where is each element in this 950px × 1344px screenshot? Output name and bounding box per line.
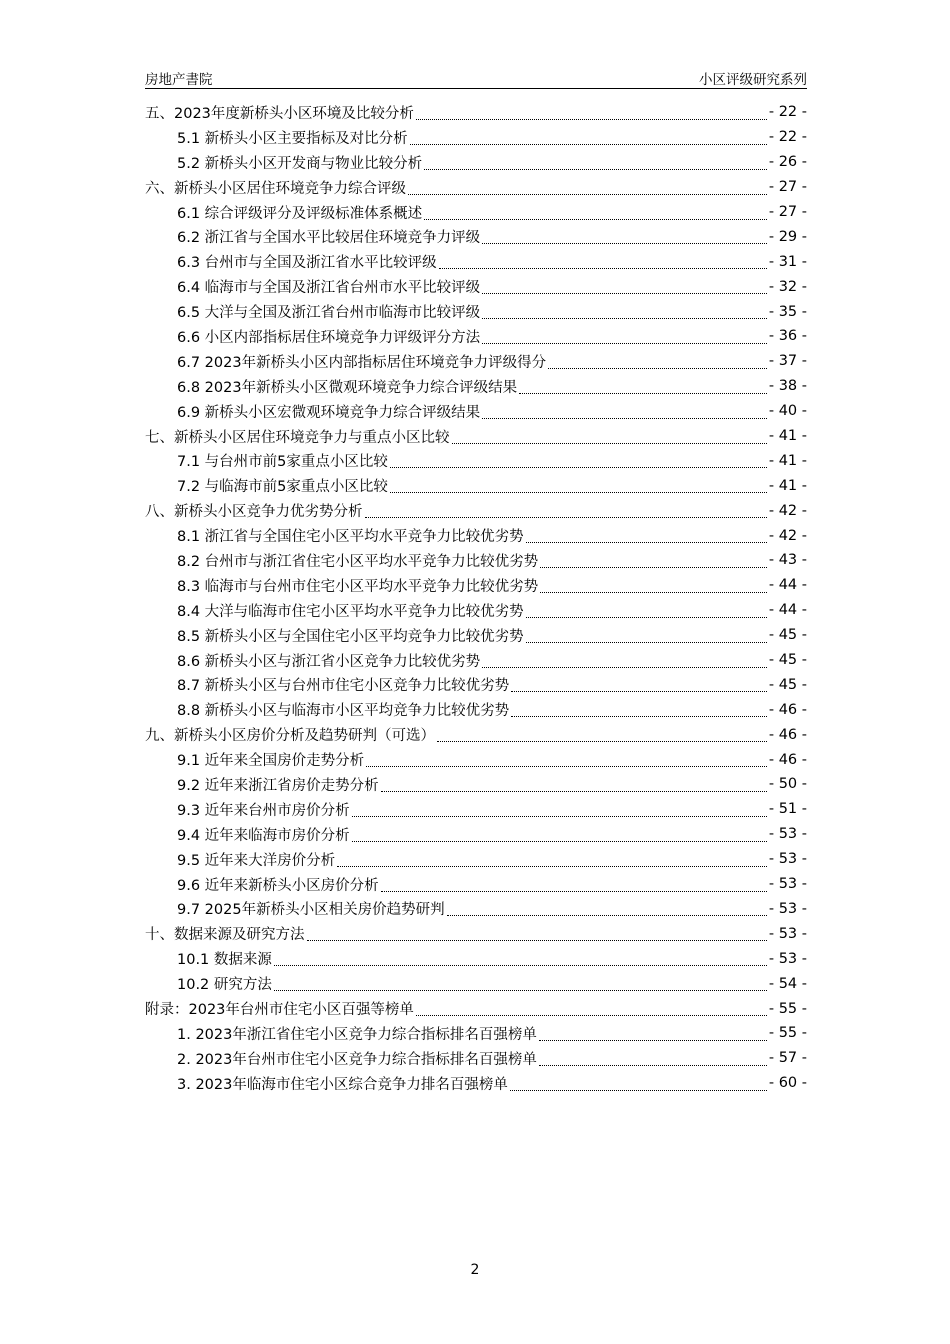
toc-dot-leader [352, 806, 767, 817]
toc-dot-leader [410, 134, 767, 145]
toc-subsection-entry[interactable] [145, 249, 807, 274]
toc-dot-leader [439, 258, 767, 269]
toc-dot-leader [424, 159, 767, 170]
toc-entry-page: - 45 - [768, 652, 807, 669]
toc-dot-leader [540, 582, 767, 593]
toc-subsection-entry[interactable] [145, 1046, 807, 1071]
toc-entry-page: - 45 - [768, 627, 807, 644]
toc-dot-leader [511, 706, 767, 717]
toc-entry-page: - 29 - [768, 228, 807, 245]
toc-entry-page: - 36 - [768, 328, 807, 345]
toc-dot-leader [274, 955, 767, 966]
toc-entry-page: - 60 - [768, 1075, 807, 1092]
toc-subsection-entry[interactable] [145, 772, 807, 797]
toc-entry-title: 6.6 小区内部指标居住环境竞争力评级评分方法 [177, 329, 481, 346]
page-number: 2 [470, 1262, 480, 1278]
toc-entry-page: - 53 - [768, 851, 807, 868]
toc-entry-page: - 46 - [768, 726, 807, 743]
toc-entry-title: 8.2 台州市与浙江省住宅小区平均水平竞争力比较优劣势 [177, 553, 539, 570]
toc-entry-title: 6.8 2023年新桥头小区微观环境竞争力综合评级结果 [177, 379, 518, 396]
toc-subsection-entry[interactable] [145, 224, 807, 249]
toc-entry-page: - 41 - [768, 428, 807, 445]
toc-entry-page: - 22 - [768, 129, 807, 146]
toc-entry-title: 6.2 浙江省与全国水平比较居住环境竞争力评级 [177, 230, 481, 247]
toc-section-entry[interactable] [145, 175, 807, 200]
toc-dot-leader [416, 1005, 767, 1016]
toc-entry-title: 五、2023年度新桥头小区环境及比较分析 [145, 105, 414, 122]
toc-entry-page: - 38 - [768, 378, 807, 395]
toc-entry-title: 8.3 临海市与台州市住宅小区平均水平竞争力比较优劣势 [177, 578, 539, 595]
toc-entry-page: - 46 - [768, 751, 807, 768]
toc-subsection-entry[interactable] [145, 822, 807, 847]
toc-subsection-entry[interactable] [145, 1071, 807, 1096]
toc-entry-page: - 41 - [768, 452, 807, 469]
toc-subsection-entry[interactable] [145, 946, 807, 971]
toc-entry-title: 6.3 台州市与全国及浙江省水平比较评级 [177, 255, 437, 272]
toc-dot-leader [526, 532, 767, 543]
toc-entry-title: 7.2 与临海市前5家重点小区比较 [177, 479, 388, 496]
toc-entry-page: - 37 - [768, 353, 807, 370]
toc-subsection-entry[interactable] [145, 573, 807, 598]
toc-section-entry[interactable] [145, 100, 807, 125]
toc-subsection-entry[interactable] [145, 448, 807, 473]
toc-entry-page: - 31 - [768, 253, 807, 270]
header-series-title: 小区评级研究系列 [699, 72, 807, 88]
toc-subsection-entry[interactable] [145, 349, 807, 374]
toc-dot-leader [307, 930, 767, 941]
toc-entry-title: 9.7 2025年新桥头小区相关房价趋势研判 [177, 902, 445, 919]
toc-subsection-entry[interactable] [145, 747, 807, 772]
toc-section-entry[interactable] [145, 722, 807, 747]
toc-entry-page: - 35 - [768, 303, 807, 320]
toc-entry-page: - 53 - [768, 950, 807, 967]
toc-dot-leader [482, 308, 767, 319]
toc-entry-title: 附录：2023年台州市住宅小区百强等榜单 [145, 1002, 414, 1018]
toc-entry-page: - 44 - [768, 577, 807, 594]
toc-subsection-entry[interactable] [145, 648, 807, 673]
toc-entry-page: - 57 - [768, 1050, 807, 1067]
toc-dot-leader [482, 283, 767, 294]
toc-dot-leader [540, 557, 767, 568]
toc-entry-title: 10.1 数据来源 [177, 952, 272, 969]
toc-dot-leader [390, 457, 767, 468]
toc-entry-title: 9.4 近年来临海市房价分析 [177, 827, 350, 844]
toc-entry-page: - 42 - [768, 527, 807, 544]
toc-dot-leader [408, 184, 767, 195]
toc-entry-title: 七、新桥头小区居住环境竞争力与重点小区比较 [145, 429, 450, 446]
toc-entry-page: - 22 - [768, 104, 807, 121]
toc-subsection-entry[interactable] [145, 374, 807, 399]
toc-subsection-entry[interactable] [145, 897, 807, 922]
toc-entry-page: - 43 - [768, 552, 807, 569]
toc-entry-title: 9.2 近年来浙江省房价走势分析 [177, 777, 379, 794]
toc-entry-title: 9.1 近年来全国房价走势分析 [177, 753, 365, 770]
toc-entry-page: - 45 - [768, 676, 807, 693]
table-of-contents [145, 100, 807, 1096]
toc-dot-leader [511, 681, 767, 692]
toc-entry-page: - 42 - [768, 502, 807, 519]
toc-subsection-entry[interactable] [145, 623, 807, 648]
toc-entry-title: 8.8 新桥头小区与临海市小区平均竞争力比较优劣势 [177, 703, 510, 720]
toc-dot-leader [482, 233, 767, 244]
toc-entry-title: 八、新桥头小区竞争力优劣势分析 [145, 504, 363, 521]
toc-dot-leader [526, 607, 767, 618]
toc-subsection-entry[interactable] [145, 125, 807, 150]
toc-dot-leader [510, 1080, 767, 1091]
toc-entry-title: 5.2 新桥头小区开发商与物业比较分析 [177, 155, 423, 172]
toc-entry-title: 10.2 研究方法 [177, 977, 272, 994]
toc-entry-page: - 27 - [768, 204, 807, 220]
toc-entry-page: - 44 - [768, 602, 807, 619]
toc-dot-leader [539, 1030, 767, 1041]
toc-entry-title: 十、数据来源及研究方法 [145, 927, 305, 944]
toc-dot-leader [519, 383, 767, 394]
toc-entry-page: - 26 - [768, 154, 807, 171]
toc-subsection-entry[interactable] [145, 150, 807, 175]
toc-entry-title: 九、新桥头小区房价分析及趋势研判（可选） [145, 728, 435, 745]
toc-dot-leader [548, 358, 767, 369]
toc-dot-leader [526, 632, 767, 643]
toc-entry-page: - 27 - [768, 179, 807, 196]
toc-entry-page: - 53 - [768, 876, 807, 893]
toc-dot-leader [424, 209, 767, 220]
toc-subsection-entry[interactable] [145, 523, 807, 548]
toc-entry-title: 8.1 浙江省与全国住宅小区平均水平竞争力比较优劣势 [177, 529, 524, 546]
toc-entry-title: 3. 2023年临海市住宅小区综合竞争力排名百强榜单 [177, 1076, 508, 1093]
toc-entry-title: 8.5 新桥头小区与全国住宅小区平均竞争力比较优劣势 [177, 628, 524, 645]
toc-subsection-entry[interactable] [145, 274, 807, 299]
toc-subsection-entry[interactable] [145, 598, 807, 623]
toc-section-entry[interactable] [145, 996, 807, 1021]
toc-section-entry[interactable] [145, 498, 807, 523]
toc-entry-title: 8.6 新桥头小区与浙江省小区竞争力比较优劣势 [177, 653, 481, 670]
toc-entry-title: 8.7 新桥头小区与台州市住宅小区竞争力比较优劣势 [177, 678, 510, 695]
toc-subsection-entry[interactable] [145, 847, 807, 872]
toc-subsection-entry[interactable] [145, 399, 807, 424]
toc-subsection-entry[interactable] [145, 971, 807, 996]
toc-dot-leader [539, 1055, 767, 1066]
toc-dot-leader [365, 507, 767, 518]
toc-dot-leader [337, 856, 767, 867]
toc-entry-title: 9.5 近年来大洋房价分析 [177, 852, 336, 869]
toc-entry-title: 6.7 2023年新桥头小区内部指标居住环境竞争力评级得分 [177, 354, 547, 371]
toc-dot-leader [352, 831, 767, 842]
toc-entry-page: - 32 - [768, 278, 807, 295]
toc-dot-leader [482, 333, 767, 344]
toc-entry-title: 5.1 新桥头小区主要指标及对比分析 [177, 130, 408, 147]
toc-entry-page: - 53 - [768, 925, 807, 942]
toc-entry-title: 六、新桥头小区居住环境竞争力综合评级 [145, 180, 406, 197]
toc-dot-leader [437, 731, 767, 742]
toc-entry-page: - 40 - [768, 403, 807, 420]
toc-dot-leader [447, 905, 767, 916]
header-publisher: 房地产書院 [145, 72, 213, 88]
toc-subsection-entry[interactable] [145, 299, 807, 324]
toc-dot-leader [381, 781, 767, 792]
toc-entry-page: - 55 - [768, 1000, 807, 1017]
toc-subsection-entry[interactable] [145, 473, 807, 498]
toc-entry-title: 9.6 近年来新桥头小区房价分析 [177, 877, 379, 894]
toc-entry-page: - 51 - [768, 801, 807, 818]
toc-dot-leader [390, 482, 767, 493]
toc-entry-title: 8.4 大洋与临海市住宅小区平均水平竞争力比较优劣势 [177, 603, 524, 620]
toc-entry-title: 6.4 临海市与全国及浙江省台州市水平比较评级 [177, 280, 481, 297]
toc-subsection-entry[interactable] [145, 872, 807, 897]
toc-entry-title: 9.3 近年来台州市房价分析 [177, 802, 350, 819]
toc-section-entry[interactable] [145, 424, 807, 449]
toc-dot-leader [381, 881, 767, 892]
toc-entry-title: 7.1 与台州市前5家重点小区比较 [177, 454, 388, 471]
toc-entry-page: - 54 - [768, 975, 807, 992]
toc-dot-leader [452, 433, 767, 444]
page-header [145, 66, 807, 89]
toc-entry-title: 6.1 综合评级评分及评级标准体系概述 [177, 205, 423, 222]
toc-dot-leader [482, 657, 767, 668]
toc-subsection-entry[interactable] [145, 324, 807, 349]
toc-subsection-entry[interactable] [145, 672, 807, 697]
toc-section-entry[interactable] [145, 921, 807, 946]
toc-entry-title: 2. 2023年台州市住宅小区竞争力综合指标排名百强榜单 [177, 1051, 537, 1068]
toc-subsection-entry[interactable] [145, 797, 807, 822]
toc-subsection-entry[interactable] [145, 200, 807, 225]
toc-dot-leader [274, 980, 767, 991]
toc-dot-leader [366, 756, 767, 767]
toc-entry-page: - 55 - [768, 1025, 807, 1042]
toc-dot-leader [482, 408, 767, 419]
toc-entry-title: 6.5 大洋与全国及浙江省台州市临海市比较评级 [177, 305, 481, 322]
toc-subsection-entry[interactable] [145, 697, 807, 722]
toc-entry-page: - 41 - [768, 477, 807, 494]
toc-entry-page: - 50 - [768, 776, 807, 793]
toc-entry-page: - 53 - [768, 826, 807, 843]
toc-subsection-entry[interactable] [145, 548, 807, 573]
toc-entry-title: 6.9 新桥头小区宏微观环境竞争力综合评级结果 [177, 404, 481, 421]
toc-entry-page: - 46 - [768, 701, 807, 718]
toc-entry-title: 1. 2023年浙江省住宅小区竞争力综合指标排名百强榜单 [177, 1026, 537, 1043]
toc-dot-leader [416, 109, 767, 120]
toc-entry-page: - 53 - [768, 900, 807, 917]
toc-subsection-entry[interactable] [145, 1021, 807, 1046]
